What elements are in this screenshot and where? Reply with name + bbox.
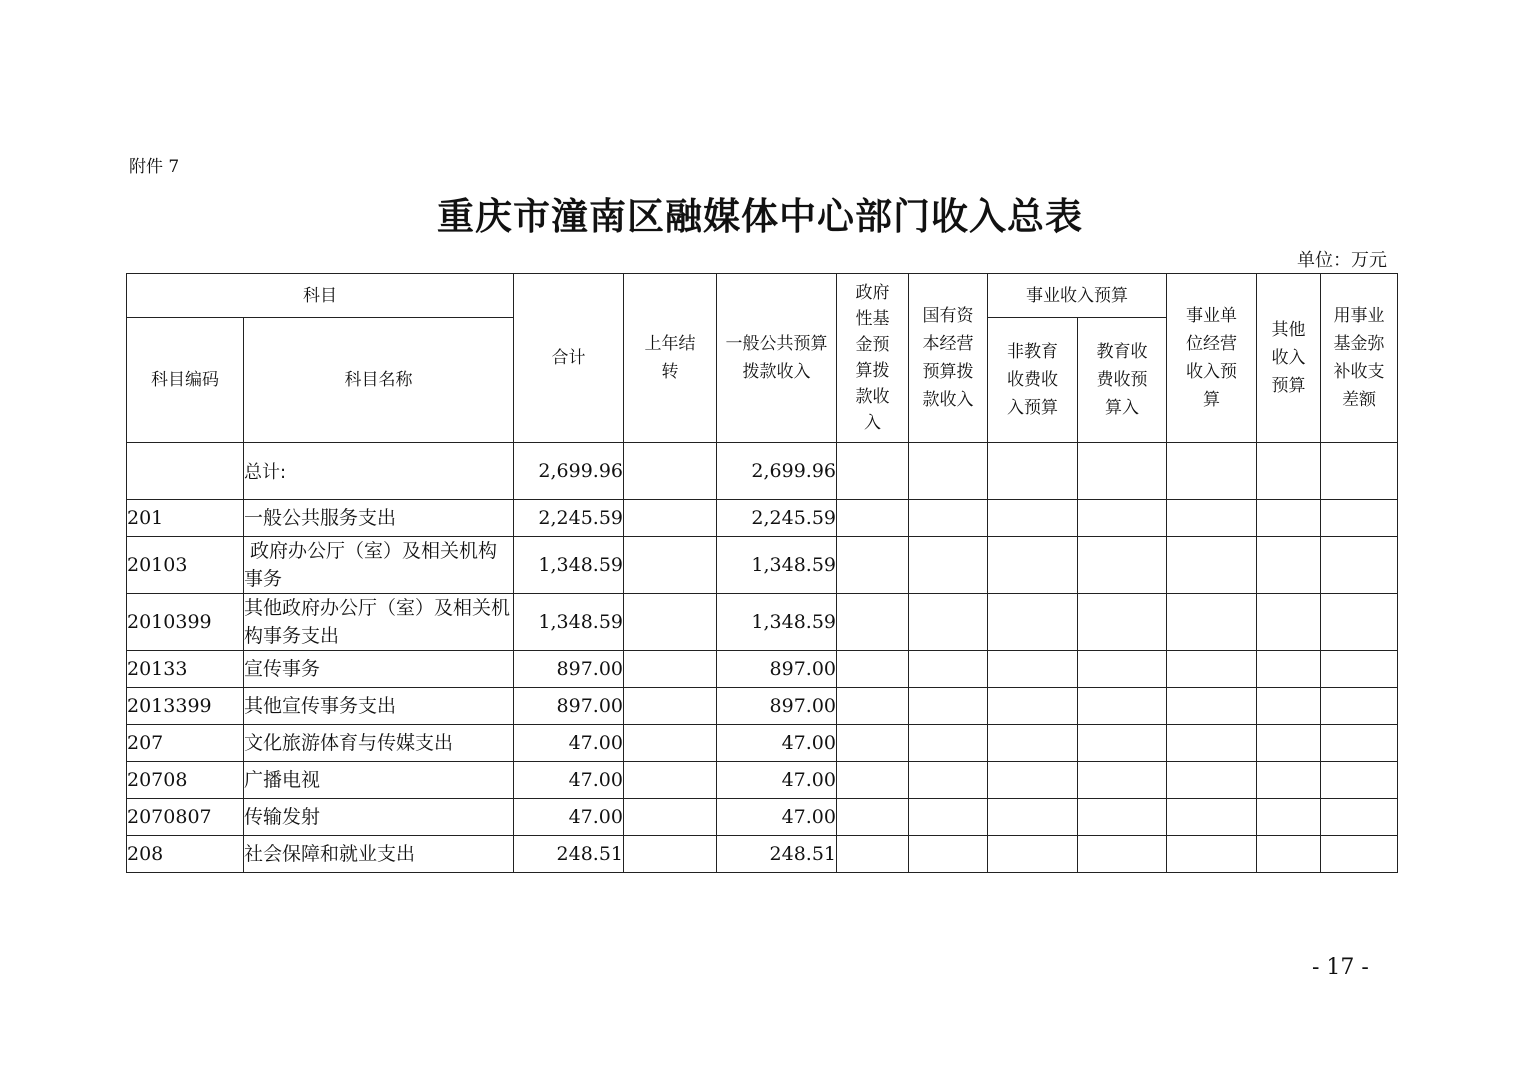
row-general: 1,348.59: [717, 594, 837, 651]
header-subject-name: 科目名称: [244, 318, 514, 443]
header-subject: 科目: [127, 274, 514, 318]
row-carryover: [624, 725, 717, 762]
header-other-income: 其他收入预算: [1257, 274, 1321, 443]
header-edu-fee: 教育收费收预算入: [1078, 318, 1167, 443]
row-general: 2,245.59: [717, 500, 837, 537]
row-general: 1,348.59: [717, 537, 837, 594]
table-row: [127, 799, 1398, 836]
unit-label: 单位：万元: [1297, 250, 1387, 271]
header-non-edu-fee: 非教育收费收入预算: [988, 318, 1078, 443]
row-carryover: [624, 762, 717, 799]
attachment-label: 附件 7: [129, 157, 180, 177]
row-code: 208: [127, 836, 244, 873]
row-carryover: [624, 651, 717, 688]
table-row: [127, 500, 1398, 537]
table-row: [127, 443, 1398, 500]
row-total: 1,348.59: [514, 537, 624, 594]
row-total: 47.00: [514, 762, 624, 799]
row-carryover: [624, 799, 717, 836]
row-total: 248.51: [514, 836, 624, 873]
row-carryover: [624, 836, 717, 873]
row-general: 47.00: [717, 725, 837, 762]
row-name: 政府办公厅（室）及相关机构事务: [244, 537, 514, 594]
row-carryover: [624, 688, 717, 725]
table-row: [127, 725, 1398, 762]
row-code: 20708: [127, 762, 244, 799]
row-carryover: [624, 537, 717, 594]
header-carryover: 上年结转: [624, 274, 717, 443]
row-code: 2010399: [127, 594, 244, 651]
row-total: 47.00: [514, 725, 624, 762]
row-carryover: [624, 500, 717, 537]
header-total: 合计: [514, 274, 624, 443]
row-general: 2,699.96: [717, 443, 837, 500]
table-row: [127, 651, 1398, 688]
table-row: [127, 836, 1398, 873]
header-subject-code: 科目编码: [127, 318, 244, 443]
header-state-capital: 国有资本经营预算拨款收入: [909, 274, 988, 443]
page-number: - 17 -: [1312, 955, 1369, 980]
row-total: 1,348.59: [514, 594, 624, 651]
row-name: 其他政府办公厅（室）及相关机构事务支出: [244, 594, 514, 651]
row-general: 248.51: [717, 836, 837, 873]
row-total: 897.00: [514, 688, 624, 725]
header-operation-income: 事业单位经营收入预算: [1167, 274, 1257, 443]
row-name: 广播电视: [244, 762, 514, 799]
header-gov-fund: 政府性基金预算拨款收入: [837, 274, 909, 443]
row-total: 47.00: [514, 799, 624, 836]
header-business-income: 事业收入预算: [988, 274, 1167, 318]
row-code: 201: [127, 500, 244, 537]
table-row: [127, 688, 1398, 725]
row-name: 社会保障和就业支出: [244, 836, 514, 873]
row-total: 2,245.59: [514, 500, 624, 537]
row-total: 2,699.96: [514, 443, 624, 500]
income-summary-table: [126, 273, 1398, 873]
table-row: [127, 762, 1398, 799]
row-code: 207: [127, 725, 244, 762]
header-fund-diff: 用事业基金弥补收支差额: [1321, 274, 1398, 443]
table-row: [127, 594, 1398, 651]
row-total: 897.00: [514, 651, 624, 688]
row-code: [127, 443, 244, 500]
row-code: 20103: [127, 537, 244, 594]
row-name: 一般公共服务支出: [244, 500, 514, 537]
row-code: 2013399: [127, 688, 244, 725]
row-name: 宣传事务: [244, 651, 514, 688]
row-carryover: [624, 443, 717, 500]
row-general: 897.00: [717, 651, 837, 688]
table-row: [127, 537, 1398, 594]
row-name: 其他宣传事务支出: [244, 688, 514, 725]
document-title: 重庆市潼南区融媒体中心部门收入总表: [437, 194, 1083, 238]
row-carryover: [624, 594, 717, 651]
row-code: 2070807: [127, 799, 244, 836]
row-code: 20133: [127, 651, 244, 688]
row-name: 文化旅游体育与传媒支出: [244, 725, 514, 762]
row-general: 897.00: [717, 688, 837, 725]
row-general: 47.00: [717, 762, 837, 799]
row-general: 47.00: [717, 799, 837, 836]
header-general-budget: 一般公共预算拨款收入: [717, 274, 837, 443]
row-name: 总计:: [244, 443, 514, 500]
row-name: 传输发射: [244, 799, 514, 836]
